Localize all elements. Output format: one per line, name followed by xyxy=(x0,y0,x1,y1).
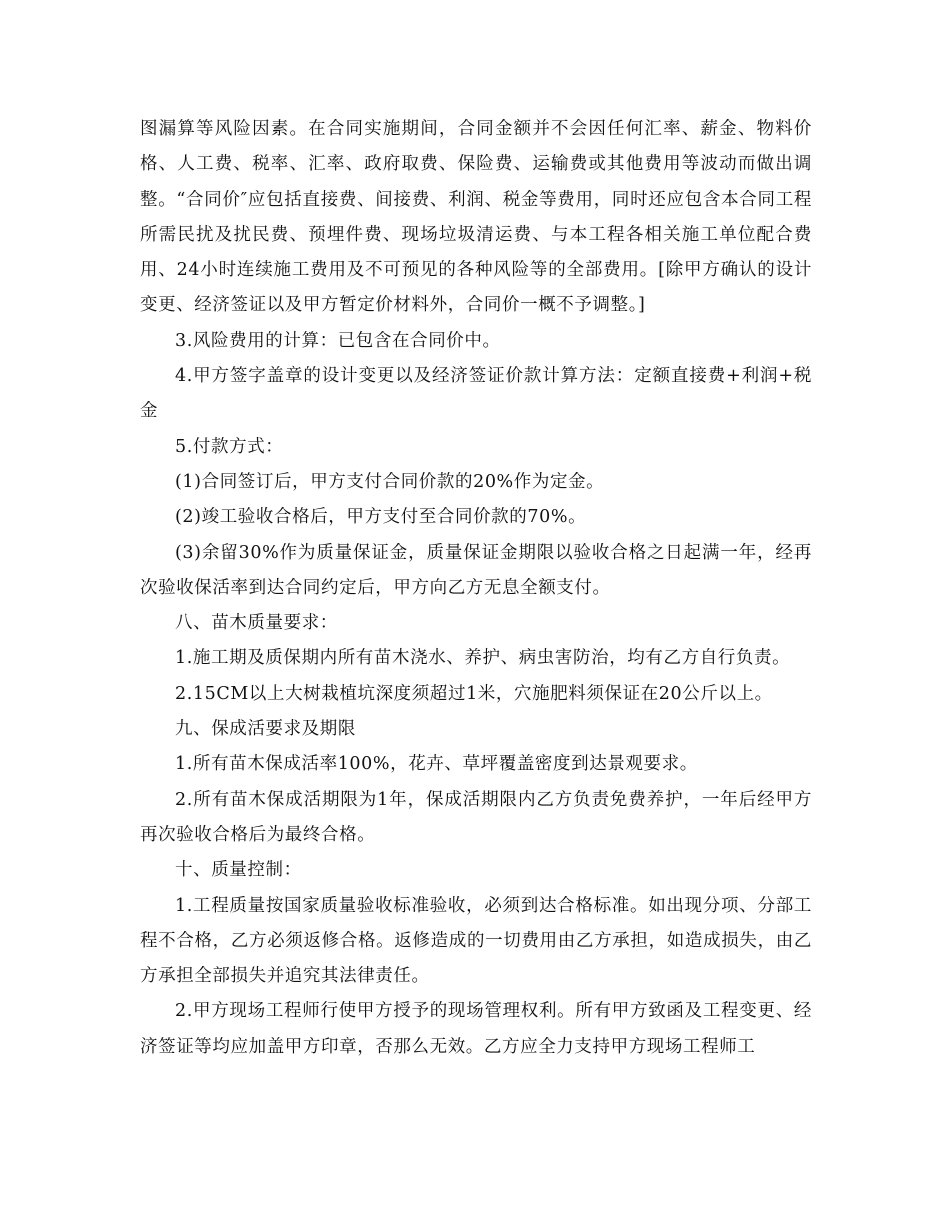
section-heading-quality-control: 十、质量控制： xyxy=(175,860,302,881)
paragraph-survival-2: 2.所有苗木保成活期限为1年，保成活期限内乙方负责免费养护，一年后经甲方再次验收合格后为最终合格。 xyxy=(140,789,812,845)
paragraph-payment-3: (3)余留30%作为质量保证金，质量保证金期限以验收合格之日起满一年，经再次验收保活率到达合同约定后，甲方向乙方无息全额支付。 xyxy=(140,542,812,598)
section-heading-survival: 九、保成活要求及期限 xyxy=(175,719,356,740)
paragraph-seedling-2: 2.15CM以上大树栽植坑深度须超过1米，穴施肥料须保证在20公斤以上。 xyxy=(175,683,773,704)
paragraph-change-calculation: 4.甲方签字盖章的设计变更以及经济签证价款计算方法：定额直接费+利润+税金 xyxy=(140,366,812,422)
section-heading-seedling-quality: 八、苗木质量要求： xyxy=(175,613,338,634)
document-body xyxy=(140,112,812,1065)
paragraph-quality-1: 1.工程质量按国家质量验收标准验收，必须到达合格标准。如出现分项、分部工程不合格，乙方必须返修合格。返修造成的一切费用由乙方承担，如造成损失，由乙方承担全部损失并追究其法律责任。 xyxy=(140,895,812,987)
paragraph-payment-method: 5.付款方式： xyxy=(175,436,284,457)
paragraph-seedling-1: 1.施工期及质保期内所有苗木浇水、养护、病虫害防治，均有乙方自行负责。 xyxy=(175,648,791,669)
paragraph-quality-2: 2.甲方现场工程师行使甲方授予的现场管理权利。所有甲方致函及工程变更、经济签证等均应加盖甲方印章，否那么无效。乙方应全力支持甲方现场工程师工 xyxy=(140,1001,812,1057)
paragraph-payment-2: (2)竣工验收合格后，甲方支付至合同价款的70%。 xyxy=(175,507,587,528)
paragraph-survival-1: 1.所有苗木保成活率100%，花卉、草坪覆盖密度到达景观要求。 xyxy=(175,754,698,775)
paragraph-payment-1: (1)合同签订后，甲方支付合同价款的20%作为定金。 xyxy=(175,471,605,492)
paragraph-contract-price-continued: 图漏算等风险因素。在合同实施期间，合同金额并不会因任何汇率、薪金、物料价格、人工费、税率、汇率、政府取费、保险费、运输费或其他费用等波动而做出调整。“合同价″应包括直接费、间接费、利润、税金等费用，同时还应包含本合同工程所需民扰及扰民费、预埋件费、现场垃圾清运费、与本工程各相关施工单位配合费用、24小时连续施工费用及不可预见的各种风险等的全部费用。[除甲方确认的设计变更、经济签证以及甲方暂定价材料外，合同价一概不予调整。] xyxy=(140,119,812,316)
paragraph-risk-fee: 3.风险费用的计算：已包含在合同价中。 xyxy=(175,330,501,351)
